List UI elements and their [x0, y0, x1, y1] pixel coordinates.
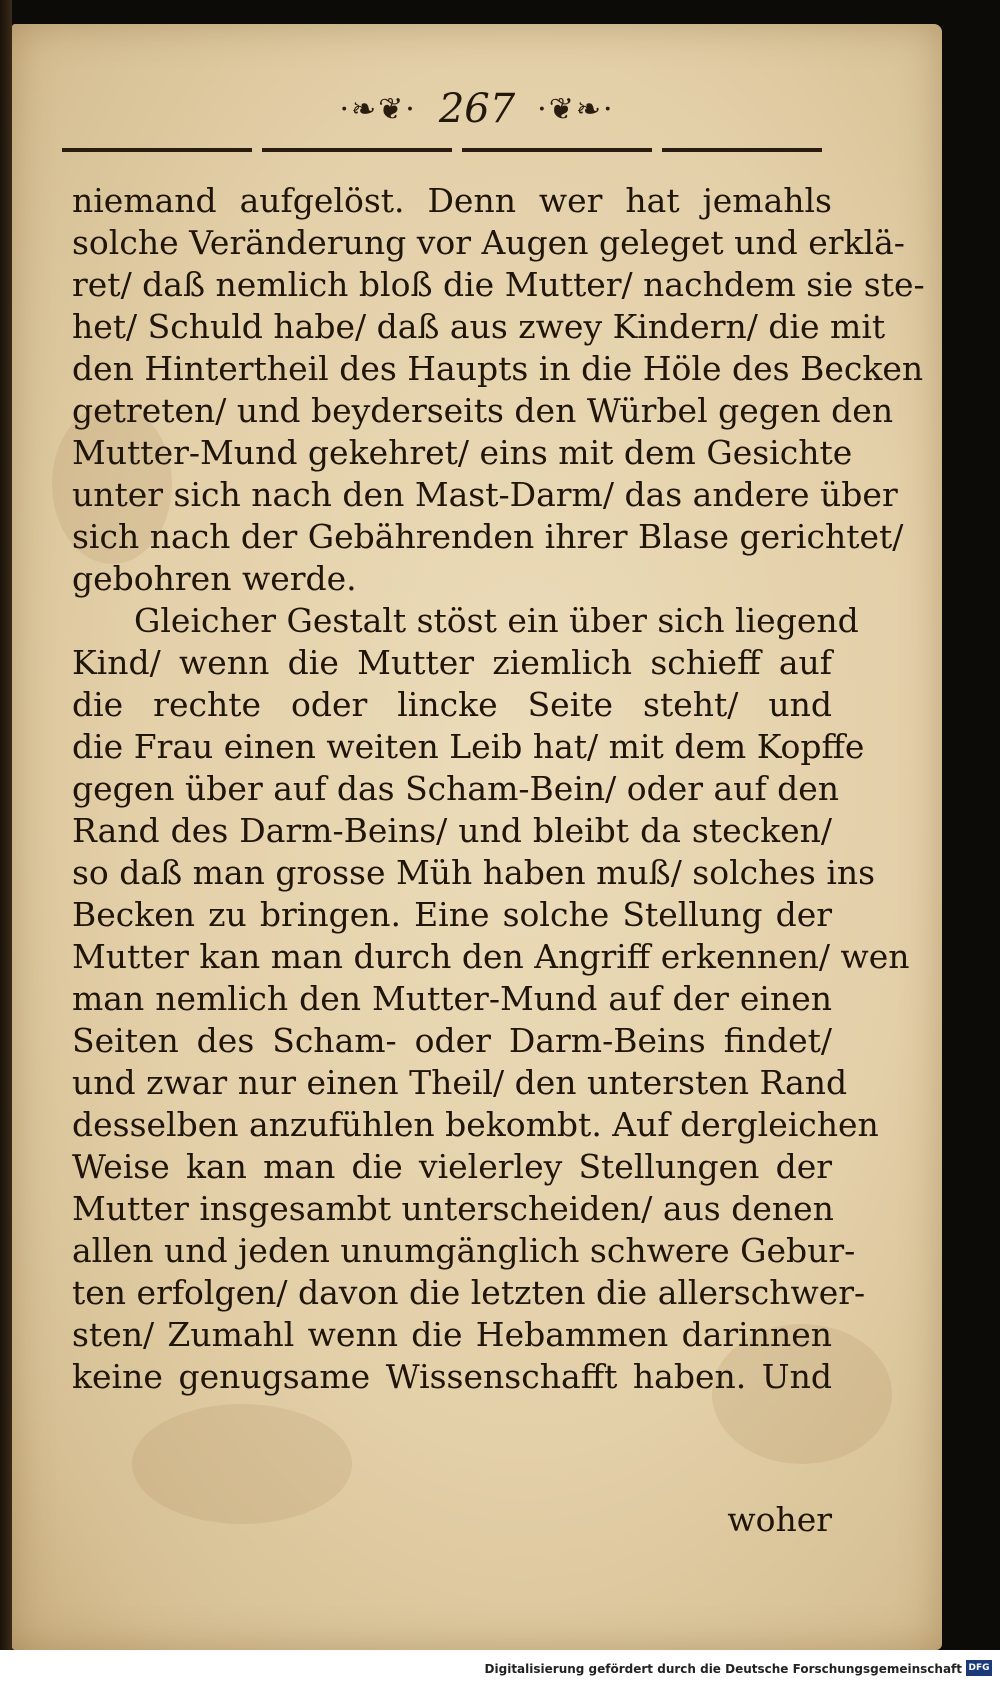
text-line: den Hintertheil des Haupts in die Höle des Becken: [72, 349, 924, 388]
page-header: [12, 84, 942, 134]
text-line: Becken zu bringen. Eine solche Stellung der: [72, 895, 832, 934]
funding-credit: Digitalisierung gefördert durch die Deutsche Forschungsgemeinschaft: [484, 1662, 962, 1676]
text-line: so daß man grosse Müh haben muß/ solches ins: [72, 853, 876, 892]
text-line: Mutter kan man durch den Angriff erkennen/ wen: [72, 937, 910, 976]
text-line: ret/ daß nemlich bloß die Mutter/ nachdem sie ste-: [72, 265, 925, 304]
book-spine-edge: [0, 0, 12, 1690]
header-rule: [62, 148, 822, 152]
text-line: Mutter-Mund gekehret/ eins mit dem Gesichte: [72, 433, 853, 472]
text-line: niemand aufgelöst. Denn wer hat jemahls: [72, 181, 832, 220]
text-line: Gleicher Gestalt stöst ein über sich liegend: [134, 601, 859, 640]
text-line: Seiten des Scham- oder Darm-Beins findet/: [72, 1021, 832, 1060]
paper-stain: [132, 1404, 352, 1524]
book-page: [12, 24, 942, 1650]
text-line: man nemlich den Mutter-Mund auf der einen: [72, 979, 832, 1018]
dfg-logo-icon: DFG: [966, 1660, 992, 1676]
text-line: Kind/ wenn die Mutter ziemlich schieff auf: [72, 643, 832, 682]
text-line: ten erfolgen/ davon die letzten die allerschwer-: [72, 1273, 866, 1312]
text-line: Weise kan man die vielerley Stellungen der: [72, 1147, 832, 1186]
text-line: solche Veränderung vor Augen geleget und erklä-: [72, 223, 905, 262]
text-line: gegen über auf das Scham-Bein/ oder auf den: [72, 769, 840, 808]
left-ornament-icon: ·❧❦·: [339, 91, 417, 127]
text-line: Mutter insgesambt unterscheiden/ aus denen: [72, 1189, 834, 1228]
catchword: woher: [727, 1500, 832, 1539]
text-line: die Frau einen weiten Leib hat/ mit dem Kopffe: [72, 727, 865, 766]
text-line: gebohren werde.: [72, 559, 357, 598]
right-ornament-icon: ·❦❧·: [537, 91, 615, 127]
text-line: und zwar nur einen Theil/ den untersten Rand: [72, 1063, 848, 1102]
text-line: unter sich nach den Mast-Darm/ das andere über: [72, 475, 898, 514]
text-line: getreten/ und beyderseits den Würbel gegen den: [72, 391, 894, 430]
text-line: sten/ Zumahl wenn die Hebammen darinnen: [72, 1315, 832, 1354]
text-line: Rand des Darm-Beins/ und bleibt da stecken/: [72, 811, 832, 850]
text-line: desselben anzufühlen bekombt. Auf dergleichen: [72, 1105, 879, 1144]
text-line: sich nach der Gebährenden ihrer Blase gerichtet/: [72, 517, 904, 556]
page-number: 267: [438, 86, 516, 132]
text-line: het/ Schuld habe/ daß aus zwey Kindern/ die mit: [72, 307, 886, 346]
text-line: die rechte oder lincke Seite steht/ und: [72, 685, 832, 724]
text-line: allen und jeden unumgänglich schwere Gebur-: [72, 1231, 856, 1270]
footer-bar: [0, 1650, 1000, 1690]
text-line: keine genugsame Wissenschafft haben. Und: [72, 1357, 832, 1396]
body-text: [72, 180, 925, 1398]
